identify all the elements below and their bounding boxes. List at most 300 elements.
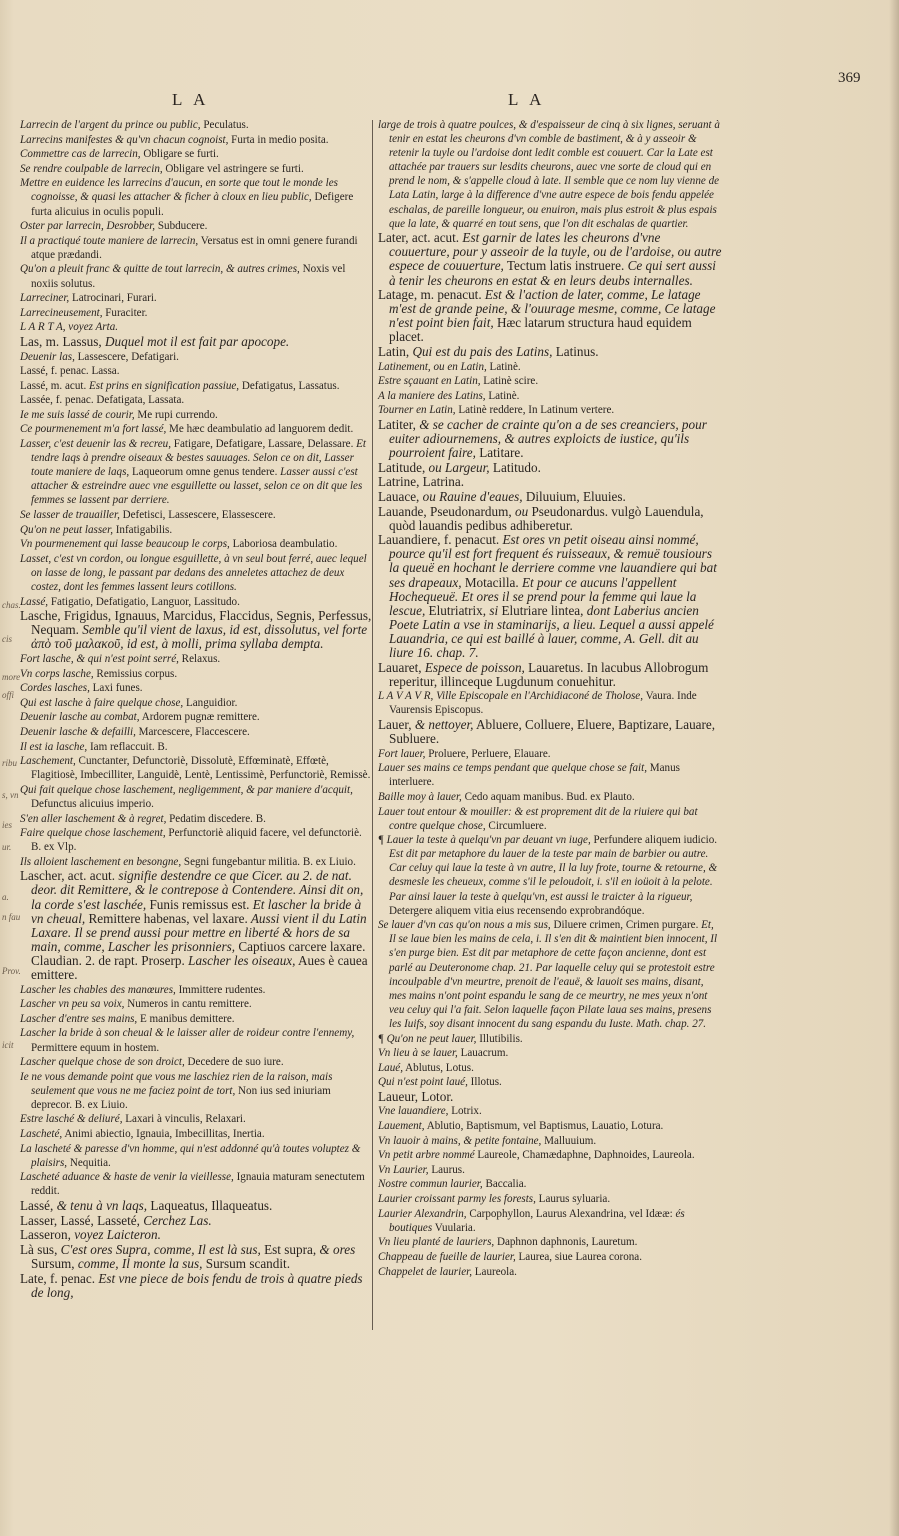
entry-gloss: A la maniere des Latins, <box>378 389 486 402</box>
entry-term: Fatigatio, Defatigatio, Languor, Lassitudo. <box>48 595 240 608</box>
dictionary-entry <box>20 609 372 651</box>
entry-gloss: Laurier Alexandrin, <box>378 1207 467 1220</box>
column-divider <box>372 120 373 1330</box>
entry-gloss: & nettoyer, <box>411 716 474 732</box>
dictionary-entry <box>378 1207 722 1235</box>
entry-term: Laqueatus, Illaqueatus. <box>147 1198 273 1214</box>
entry-gloss: Chappeau de fueille de laurier, <box>378 1250 516 1263</box>
entry-term: Laqueorum omne genus tendere. <box>129 466 278 479</box>
entry-gloss: Ils alloient laschement en besongne, <box>20 855 182 868</box>
entry-gloss: La lascheté & paresse d'vn homme, qui n'est addonné qu'à toutes voluptez & plaisirs, <box>20 1142 361 1169</box>
entry-term: Las, m. Lassus, <box>20 333 102 349</box>
entry-term: Lasser, Lassé, Lasseté, <box>20 1212 140 1228</box>
entry-gloss: Vn Laurier, <box>378 1163 429 1176</box>
entry-gloss: Vn lieu planté de lauriers, <box>378 1236 495 1249</box>
entry-gloss: Laué, <box>378 1061 403 1074</box>
entry-term: Cedo aquam manibus. Bud. ex Plauto. <box>461 790 635 803</box>
entry-term: Lauaret, <box>378 659 422 675</box>
gutter-fragment: ribu <box>2 758 18 768</box>
dictionary-entry <box>20 422 372 436</box>
entry-gloss: Lascher vn peu sa voix, <box>20 998 125 1011</box>
dictionary-entry <box>20 1127 372 1141</box>
entry-term: Lascher, act. acut. <box>20 868 116 884</box>
entry-gloss: Est vne piece de bois fendu de trois à quatre pieds de long, <box>31 1270 363 1300</box>
dictionary-entry <box>378 747 722 761</box>
entry-term: Abluere, Colluere, Eluere, Baptizare, Lauare, Subluere. <box>389 716 716 747</box>
dictionary-entry <box>378 1046 722 1060</box>
dictionary-entry <box>20 1026 372 1054</box>
entry-term: Latrine, Latrina. <box>378 474 465 490</box>
entry-gloss: Latinement, ou en Latin, <box>378 360 487 373</box>
entry-gloss: voyez Laicteron. <box>70 1227 161 1243</box>
dictionary-entry <box>378 1148 722 1162</box>
dictionary-entry <box>20 291 372 305</box>
dictionary-entry <box>378 805 722 833</box>
dictionary-entry <box>20 262 372 290</box>
dictionary-entry <box>20 306 372 320</box>
entry-gloss: Deuenir las, <box>20 350 75 363</box>
dictionary-entry <box>378 790 722 804</box>
dictionary-entry <box>20 320 372 334</box>
dictionary-entry <box>378 360 722 374</box>
entry-term: Est supra, <box>260 1241 317 1257</box>
dictionary-entry <box>378 1177 722 1191</box>
entry-term: Later, act. acut. <box>378 230 460 246</box>
dictionary-entry <box>378 1119 722 1133</box>
entry-gloss: Semble qu'il vient de laxus, id est, dissolutus, vel forte ἀπὸ τοῦ μαλακοῦ, id est, à molli, prima syllaba dempta. <box>31 622 368 652</box>
entry-gloss: large de trois à quatre poulces, & d'espaisseur de cinq à six lignes, seruant à tenir en estat les cheurons d'vn comble de bastiment, & à y asseoir & retenir la tuyle ou l'ardoise dont ledit comble est couuert. Car la Late est attachée par trauers sur lesdits cheurons, auec vne sorte de cloud qui en prend le nom, & s'appelle cloud à late. Il semble que ce nom luy vienne de Lata Latin, large à la difference d'vne autre espece de bois fendu appelée eschalas, de pareille longueur, ou enuiron, mais plus estroit & plus espais que la late, & quarré en tout sens, que l'on dit eschalas de quartier. <box>378 119 720 230</box>
page-number: 369 <box>838 70 861 86</box>
dictionary-entry <box>20 983 372 997</box>
gutter-fragment: chas. <box>2 600 21 610</box>
entry-gloss: Lascher d'entre ses mains, <box>20 1012 138 1025</box>
entry-term: Latage, m. penacut. <box>378 287 482 303</box>
entry-term: Laxari à vinculis, Relaxari. <box>122 1113 246 1126</box>
gutter-fragment: Prov. <box>2 966 21 976</box>
entry-gloss: ¶ Qu'on ne peut lauer, <box>378 1032 477 1045</box>
entry-term: Numeros in cantu remittere. <box>124 998 252 1011</box>
entry-term: Remissius corpus. <box>93 667 178 680</box>
dictionary-entry <box>20 176 372 218</box>
entry-gloss: Larreciner, <box>20 292 70 305</box>
entry-gloss: Estre lasché & deliuré, <box>20 1113 123 1126</box>
entry-term: Cunctanter, Defunctoriè, Dissolutè, Effœminatè, Effœtè, Flagitiosè, Imbecilliter, Languidè, Lentè, Lentissimè, Perfunctoriè, Remissè. <box>31 755 371 782</box>
running-head-right: L A <box>508 90 546 109</box>
entry-term: Latitudo. <box>489 459 541 475</box>
dictionary-entry <box>378 689 722 717</box>
entry-term: Pedatim discedere. B. <box>166 812 266 825</box>
dictionary-entry <box>20 350 372 364</box>
entry-term: Lauandiere, f. penacut. <box>378 532 500 548</box>
entry-gloss: Nostre commun laurier, <box>378 1178 483 1191</box>
running-head-left: L A <box>172 90 210 109</box>
dictionary-entry <box>378 1134 722 1148</box>
entry-gloss: Lascher la bride à son cheual & le laisser aller de roideur contre l'ennemy, <box>20 1027 355 1040</box>
entry-term: Iam reflaccuit. B. <box>87 740 168 753</box>
entry-gloss: Lasset, c'est vn cordon, ou longue esguillette, à vn seul bout ferré, auec lequel on lasse de long, le passant par dedans des anneletes attachez de deux costez, dont les femmes lassent leurs cotillons. <box>20 552 367 593</box>
gutter-fragment: offi <box>2 690 15 700</box>
entry-term: Defunctus alicuius imperio. <box>31 797 154 810</box>
entry-gloss: Lascher les oiseaux, <box>184 952 296 968</box>
entry-gloss: Lascher quelque chose de son droict, <box>20 1056 185 1069</box>
dictionary-entry <box>20 364 372 378</box>
dictionary-entry <box>378 490 722 504</box>
entry-term: Baccalia. <box>482 1178 527 1191</box>
entry-term: Latin, <box>378 344 410 359</box>
dictionary-entry <box>20 162 372 176</box>
dictionary-entry <box>378 345 722 359</box>
dictionary-entry <box>20 437 372 507</box>
dictionary-entry <box>378 118 722 231</box>
entry-term: Laurus. <box>428 1163 465 1176</box>
dictionary-entry <box>20 1012 372 1026</box>
entry-term: Tectum latis instruere. <box>503 258 625 274</box>
entry-gloss: L A V A V R, Ville Episcopale en l'Archidiaconé de Tholose, <box>378 690 644 703</box>
entry-term: Latinè reddere, In Latinum vertere. <box>455 404 615 417</box>
entry-gloss: Ce qui sert aussi à tenir les cheurons en estat & en leurs deubs internalles. <box>389 258 716 288</box>
dictionary-entry <box>378 1192 722 1206</box>
entry-gloss: Et lascher la bride à vn cheual, <box>31 896 362 926</box>
entry-gloss: Et, Il se laue bien les mains de cela, i. Il s'en dit & maintient bien innocent, Il s'en purge bien. Est dit par metaphore de cette façon ancienne, dont est parlé au Deuteronome chap. 21. Par laquelle celuy qui se protestoit estre incoulpable d'vn meurtre, prenoit de l'eauë, & lauoit ses mains, disant, mes mains n'ont point espandu le sang de ce meurtry, ne mes yeux n'ont veu celuy qui l'a fait. Selon laquelle façon Pilate laua ses mains, presens les Iuifs, soy disant innocent du sang espandu du Iuste. Math. chap. 27. <box>389 919 718 1030</box>
entry-term: Latinus. <box>552 344 599 359</box>
dictionary-entry <box>20 710 372 724</box>
dictionary-entry <box>378 389 722 403</box>
entry-term: Languidior. <box>183 696 238 709</box>
dictionary-entry <box>378 231 722 287</box>
entry-term: Diluere crimen, Crimen purgare. <box>550 919 699 932</box>
entry-term: Noxis vel noxiis solutus. <box>31 263 346 290</box>
entry-gloss: Cerchez Las. <box>139 1212 212 1228</box>
entry-gloss: Duquel mot il est fait par apocope. <box>101 333 290 349</box>
entry-term: Lassé, f. penac. Lassa. <box>20 365 120 378</box>
entry-term: Remittere habenas, vel laxare. <box>85 910 248 926</box>
entry-term: Defigere furta alicuius in oculis populi. <box>31 191 354 218</box>
entry-gloss: Lassé, <box>20 595 49 608</box>
entry-term: Me hæc deambulatio ad languorem dedit. <box>166 423 354 436</box>
entry-term: Pseudonardus. vulgò Lauendula, quòd lauandis pedibus adhiberetur. <box>389 503 704 533</box>
gutter-fragment: ies <box>2 820 12 830</box>
entry-term: Lauaretus. In lacubus Allobrogum reperitur, illinceque Lugdunum conuehitur. <box>389 659 709 689</box>
dictionary-entry <box>378 1163 722 1177</box>
entry-term: Malluuium. <box>541 1134 597 1147</box>
entry-term: Vuularia. <box>432 1221 476 1234</box>
dictionary-entry <box>20 783 372 811</box>
entry-term: Animi abiectio, Ignauia, Imbecillitas, Inertia. <box>62 1128 265 1141</box>
dictionary-entry <box>378 833 722 918</box>
dictionary-entry <box>378 1061 722 1075</box>
dictionary-entry <box>20 869 372 982</box>
entry-gloss: comme, Il monte la sus, <box>74 1255 203 1271</box>
entry-gloss: Se lasser de trauailler, <box>20 509 120 522</box>
entry-term: Latinè scire. <box>480 375 539 388</box>
dictionary-entry <box>20 812 372 826</box>
entry-term: Motacilla. <box>461 574 519 590</box>
dictionary-entry <box>378 288 722 344</box>
entry-gloss: dont Laberius ancien Poete Latin a vse in staminarijs, a lieu. Lequel a aussi appelé Lauandria, ce qui est baillé à lauer, comme, A. Gell. dit au liure 16. chap. 7. <box>389 602 714 660</box>
entry-term: Fatigare, Defatigare, Lassare, Delassare. <box>171 438 354 451</box>
entry-gloss: Tourner en Latin, <box>378 404 456 417</box>
entry-term: Defetisci, Lassescere, Elassescere. <box>119 509 276 522</box>
entry-gloss: Lauer ses mains ce temps pendant que quelque chose se fait, <box>378 762 647 775</box>
dictionary-entry <box>20 537 372 551</box>
entry-term: Marcescere, Flaccescere. <box>135 725 250 738</box>
dictionary-entry <box>20 219 372 233</box>
dictionary-entry <box>378 1235 722 1249</box>
entry-term: Lauande, Pseudonardum, <box>378 503 512 519</box>
entry-term: Latinè. <box>486 360 521 373</box>
gutter-fragment: a. <box>2 892 9 902</box>
dictionary-entry <box>20 379 372 393</box>
gutter-fragment: more <box>2 672 21 682</box>
entry-term: Immittere rudentes. <box>175 983 266 996</box>
entry-term: Peculatus. <box>200 119 249 131</box>
entry-gloss: Est garnir de lates les cheurons d'vne couuerture, pour y asseoir de la tuyle, ou de l'ardoise, ou autre espece de couuerture, <box>389 230 722 274</box>
entry-gloss: Deuenir lasche & defailli, <box>20 725 136 738</box>
entry-gloss: Est ores vn petit oiseau ainsi nommé, pource qu'il est fort frequent és ruisseaux, & remuë tousiours la queuë en hochant le derriere comme vne lauandiere qui bat ses drapeaux, <box>389 532 717 590</box>
gutter-fragment: ur. <box>2 842 12 852</box>
dictionary-entry <box>20 1070 372 1112</box>
entry-term: Ardorem pugnæ remittere. <box>139 711 260 724</box>
entry-term: Permittere equum in hostem. <box>31 1041 160 1054</box>
entry-term: Lotrix. <box>448 1105 482 1118</box>
entry-gloss: S'en aller laschement & à regret, <box>20 812 167 825</box>
entry-term: Segni fungebantur militia. B. ex Liuio. <box>181 855 356 868</box>
entry-gloss: Il est ia lasche, <box>20 740 88 753</box>
gutter-fragment: n fau <box>2 912 21 922</box>
entry-term: E manibus demittere. <box>137 1012 235 1025</box>
gutter-fragment: icit <box>2 1040 14 1050</box>
left-column <box>20 118 372 1300</box>
dictionary-entry <box>20 1272 372 1300</box>
dictionary-entry <box>20 1055 372 1069</box>
entry-gloss: Vne lauandiere, <box>378 1105 449 1118</box>
dictionary-entry <box>20 133 372 147</box>
entry-term: Sursum, <box>31 1255 75 1271</box>
entry-term: Decedere de suo iure. <box>184 1056 284 1069</box>
entry-term: Ignauia maturam senectutem reddit. <box>31 1171 365 1198</box>
entry-term: Furaciter. <box>102 306 148 319</box>
entry-term: Chamædaphne, Daphnoides, Laureola. <box>519 1149 695 1162</box>
entry-term: Laxi funes. <box>89 682 143 695</box>
dictionary-entry <box>20 234 372 262</box>
entry-gloss: ¶ Lauer la teste à quelqu'vn par deuant vn iuge, <box>378 834 591 847</box>
dictionary-entry <box>20 725 372 739</box>
entry-gloss: L A R T A, voyez Arta. <box>20 321 119 334</box>
entry-gloss: si <box>486 602 499 618</box>
dictionary-entry <box>378 1104 722 1118</box>
entry-term: Furta in medio posita. <box>228 133 329 146</box>
dictionary-entry <box>20 754 372 782</box>
entry-gloss: Ce pourmenement m'a fort lassé, <box>20 423 167 436</box>
dictionary-entry <box>20 595 372 609</box>
dictionary-entry <box>378 1250 722 1264</box>
dictionary-entry <box>378 1090 722 1104</box>
entry-gloss: Cordes lasches, <box>20 682 90 695</box>
entry-gloss: ou <box>511 503 529 519</box>
dictionary-entry <box>378 1265 722 1279</box>
dictionary-entry <box>378 461 722 475</box>
entry-gloss: ou Rauine d'eaues, <box>419 488 523 504</box>
entry-term: Laboriosa deambulatio. <box>229 538 338 551</box>
entry-gloss: Vn pourmenement qui lasse beaucoup le corps, <box>20 538 230 551</box>
dictionary-entry <box>20 508 372 522</box>
entry-gloss: Qu'on ne peut lasser, <box>20 523 113 536</box>
entry-gloss: Et pour ce aucuns l'appellent Hochequeuë. Et ores il se prend pour la femme qui laue la lescue, <box>389 574 697 618</box>
entry-gloss: & tenu à vn laqs, <box>53 1198 148 1214</box>
entry-term: Versatus est in omni genere furandi atque prædandi. <box>31 234 358 261</box>
dictionary-entry <box>378 718 722 746</box>
entry-term: Illutibilis. <box>476 1032 523 1045</box>
entry-term: Lassée, f. penac. Defatigata, Lassata. <box>20 394 185 407</box>
entry-gloss: Se rendre coulpable de larrecin, <box>20 162 163 175</box>
dictionary-entry <box>378 403 722 417</box>
entry-term: Ablutio, Baptismum, vel Baptismus, Lauatio, Lotura. <box>424 1120 664 1133</box>
entry-gloss: Qui n'est point laué, <box>378 1076 468 1089</box>
entry-gloss: Larrecineusement, <box>20 306 103 319</box>
entry-term: Detergere aliquem vitia eius recensendo exprobrandóque. <box>389 904 645 917</box>
entry-term: Carpophyllon, Laurus Alexandrina, vel Idææ: <box>466 1207 673 1220</box>
entry-term: Non ius sed iniuriam deprecor. B. ex Liuio. <box>31 1084 331 1111</box>
entry-term: Latrocinari, Furari. <box>69 292 157 305</box>
entry-gloss: Laschement, <box>20 755 76 768</box>
entry-gloss: Chappelet de laurier, <box>378 1265 472 1278</box>
dictionary-entry <box>378 418 722 460</box>
entry-gloss: Deuenir lasche au combat, <box>20 711 140 724</box>
gutter-fragment: cis <box>2 634 12 644</box>
entry-gloss: Ie ne vous demande point que vous me laschiez rien de la raison, mais seulement que vous ne me faciez point de tort, <box>20 1070 333 1097</box>
entry-gloss: Lascher les chables des manœures, <box>20 983 176 996</box>
dictionary-entry <box>20 1243 372 1271</box>
dictionary-entry <box>20 408 372 422</box>
entry-term: Aues è cauea emittere. <box>31 952 368 983</box>
entry-gloss: Lascheté aduance & haste de venir la vieillesse, <box>20 1171 234 1184</box>
entry-term: Proluere, Perluere, Elauare. <box>425 747 551 760</box>
entry-gloss: Lasser, c'est deuenir las & recreu, <box>20 438 171 451</box>
entry-term: Circumluere. <box>485 819 547 832</box>
entry-term: Latinè. <box>485 389 520 402</box>
entry-term: Sursum scandit. <box>202 1255 290 1271</box>
dictionary-entry <box>20 696 372 710</box>
entry-term: Perfundere aliquem iudicio. <box>590 834 718 847</box>
entry-term: Latitare. <box>475 445 524 461</box>
entry-gloss: Espece de poisson, <box>421 659 525 675</box>
dictionary-entry <box>20 335 372 349</box>
entry-term: Laurus syluaria. <box>535 1193 611 1206</box>
dictionary-entry <box>20 997 372 1011</box>
dictionary-entry <box>20 1112 372 1126</box>
dictionary-entry <box>20 740 372 754</box>
dictionary-entry <box>378 1032 722 1046</box>
entry-term: Lasseron, <box>20 1227 71 1243</box>
entry-gloss: Mettre en euidence les larrecins d'aucun, en sorte que tout le monde les cognoisse, & quasi les attacher & ficher à cloux en lieu public, <box>20 177 338 204</box>
entry-gloss: Oster par larrecin, Desrobber, <box>20 220 156 233</box>
dictionary-entry <box>20 826 372 854</box>
entry-term: Subducere. <box>155 220 208 233</box>
entry-term: Laurea, siue Laurea corona. <box>515 1250 643 1263</box>
dictionary-entry <box>20 1142 372 1170</box>
entry-term: Late, f. penac. <box>20 1270 96 1286</box>
dictionary-entry <box>20 681 372 695</box>
facing-page-bleed <box>0 0 21 1536</box>
entry-term: Laueur, Lotor. <box>378 1088 454 1104</box>
entry-gloss: Vn lauoir à mains, & petite fontaine, <box>378 1134 542 1147</box>
entry-gloss: Fort lasche, & qui n'est point serré, <box>20 652 179 665</box>
entry-gloss: és boutiques <box>389 1207 685 1234</box>
entry-gloss: Qui est lasche à faire quelque chose, <box>20 696 184 709</box>
entry-term: Lasche, Frigidus, Ignauus, Marcidus, Flaccidus, Segnis, Perfessus, Nequam. <box>20 608 372 638</box>
entry-term: Là sus, <box>20 1241 58 1257</box>
dictionary-entry <box>378 918 722 1031</box>
dictionary-entry <box>20 523 372 537</box>
entry-gloss: Se lauer d'vn cas qu'on nous a mis sus, <box>378 919 551 932</box>
entry-gloss: ou Largeur, <box>425 459 490 475</box>
dictionary-entry <box>20 1214 372 1228</box>
dictionary-entry <box>20 118 372 132</box>
entry-gloss: & ores <box>316 1241 356 1257</box>
entry-gloss: Commettre cas de larrecin, <box>20 148 141 161</box>
entry-term: Lauacrum. <box>457 1047 509 1060</box>
entry-term: Lassé, m. acut. <box>20 379 87 392</box>
entry-term: Laureola. <box>471 1265 517 1278</box>
dictionary-entry <box>378 505 722 533</box>
dictionary-entry <box>378 661 722 689</box>
entry-term: Illotus. <box>467 1076 502 1089</box>
gutter-fragment: s, vn <box>2 790 19 800</box>
entry-term: Perfunctoriè aliquid facere, vel defunctoriè. B. ex Vlp. <box>31 827 362 854</box>
entry-gloss: Fort lauer, <box>378 747 426 760</box>
entry-term: Vaura. Inde Vaurensis Episcopus. <box>389 690 697 717</box>
entry-gloss: Estre sçauant en Latin, <box>378 375 481 388</box>
entry-gloss: Faire quelque chose laschement, <box>20 827 166 840</box>
dictionary-entry <box>20 667 372 681</box>
entry-gloss: Est dit par metaphore du lauer de la teste par main de barbier ou autre. Car celuy qui laue la teste à vn autre, Il la luy frote, tourne & retourne, & desmesle les cheueux, comme s'il le peloudoit, i. s'il en ioüoit à la pelote. Par ainsi lauer la teste à quelqu'vn, est aussi le traicter à la rigueur, <box>389 848 718 903</box>
entry-term: Obligare vel astringere se furti. <box>162 162 304 175</box>
entry-gloss: C'est ores Supra, comme, Il est là sus, <box>57 1241 261 1257</box>
entry-term: Me rupi currendo. <box>134 408 218 421</box>
dictionary-entry <box>20 393 372 407</box>
dictionary-entry <box>378 533 722 660</box>
dictionary-entry <box>20 552 372 594</box>
entry-gloss: Est & l'action de later, comme, Le latage m'est de grande peine, & l'ouurage mesme, comme, Ce latage n'est point bien fait, <box>389 287 716 331</box>
entry-gloss: Est prins en signification passiue, <box>86 379 240 392</box>
entry-gloss: Il a practiqué toute maniere de larrecin, <box>20 234 199 247</box>
entry-term: Funis remissus est. <box>146 896 250 912</box>
entry-term: Infatigabilis. <box>112 523 173 536</box>
entry-term: Laureole, <box>474 1149 520 1162</box>
entry-term: Manus interluere. <box>389 762 680 789</box>
dictionary-entry <box>378 475 722 489</box>
entry-term: Lauer, <box>378 716 412 732</box>
entry-term: Latiter, <box>378 416 416 432</box>
entry-term: Obligare se furti. <box>140 148 219 161</box>
entry-term: Lassé, <box>20 1198 54 1214</box>
entry-term: Captiuos carcere laxare. Claudian. 2. de rapt. Proserp. <box>31 938 366 968</box>
dictionary-entry <box>20 652 372 666</box>
entry-term: Hæc latarum structura haud equidem placet. <box>389 315 692 345</box>
dictionary-entry <box>20 1228 372 1242</box>
dictionary-entry <box>378 761 722 789</box>
dictionary-entry <box>20 1170 372 1198</box>
entry-term: Daphnon daphnonis, Lauretum. <box>494 1236 638 1249</box>
entry-gloss: Qui est du pais des Latins, <box>409 344 553 359</box>
entry-term: Diluuium, Eluuies. <box>522 488 626 504</box>
right-column <box>378 118 722 1279</box>
dictionary-entry <box>378 1075 722 1089</box>
entry-term: Defatigatus, Lassatus. <box>239 379 340 392</box>
entry-gloss: Laurier croissant parmy les forests, <box>378 1193 536 1206</box>
entry-gloss: Baille moy à lauer, <box>378 790 462 803</box>
entry-gloss: Aussi vient il du Latin Laxare. Il se prend aussi pour mettre en liberté & hors de sa main, comme, Lascher les prisonniers, <box>31 910 367 954</box>
